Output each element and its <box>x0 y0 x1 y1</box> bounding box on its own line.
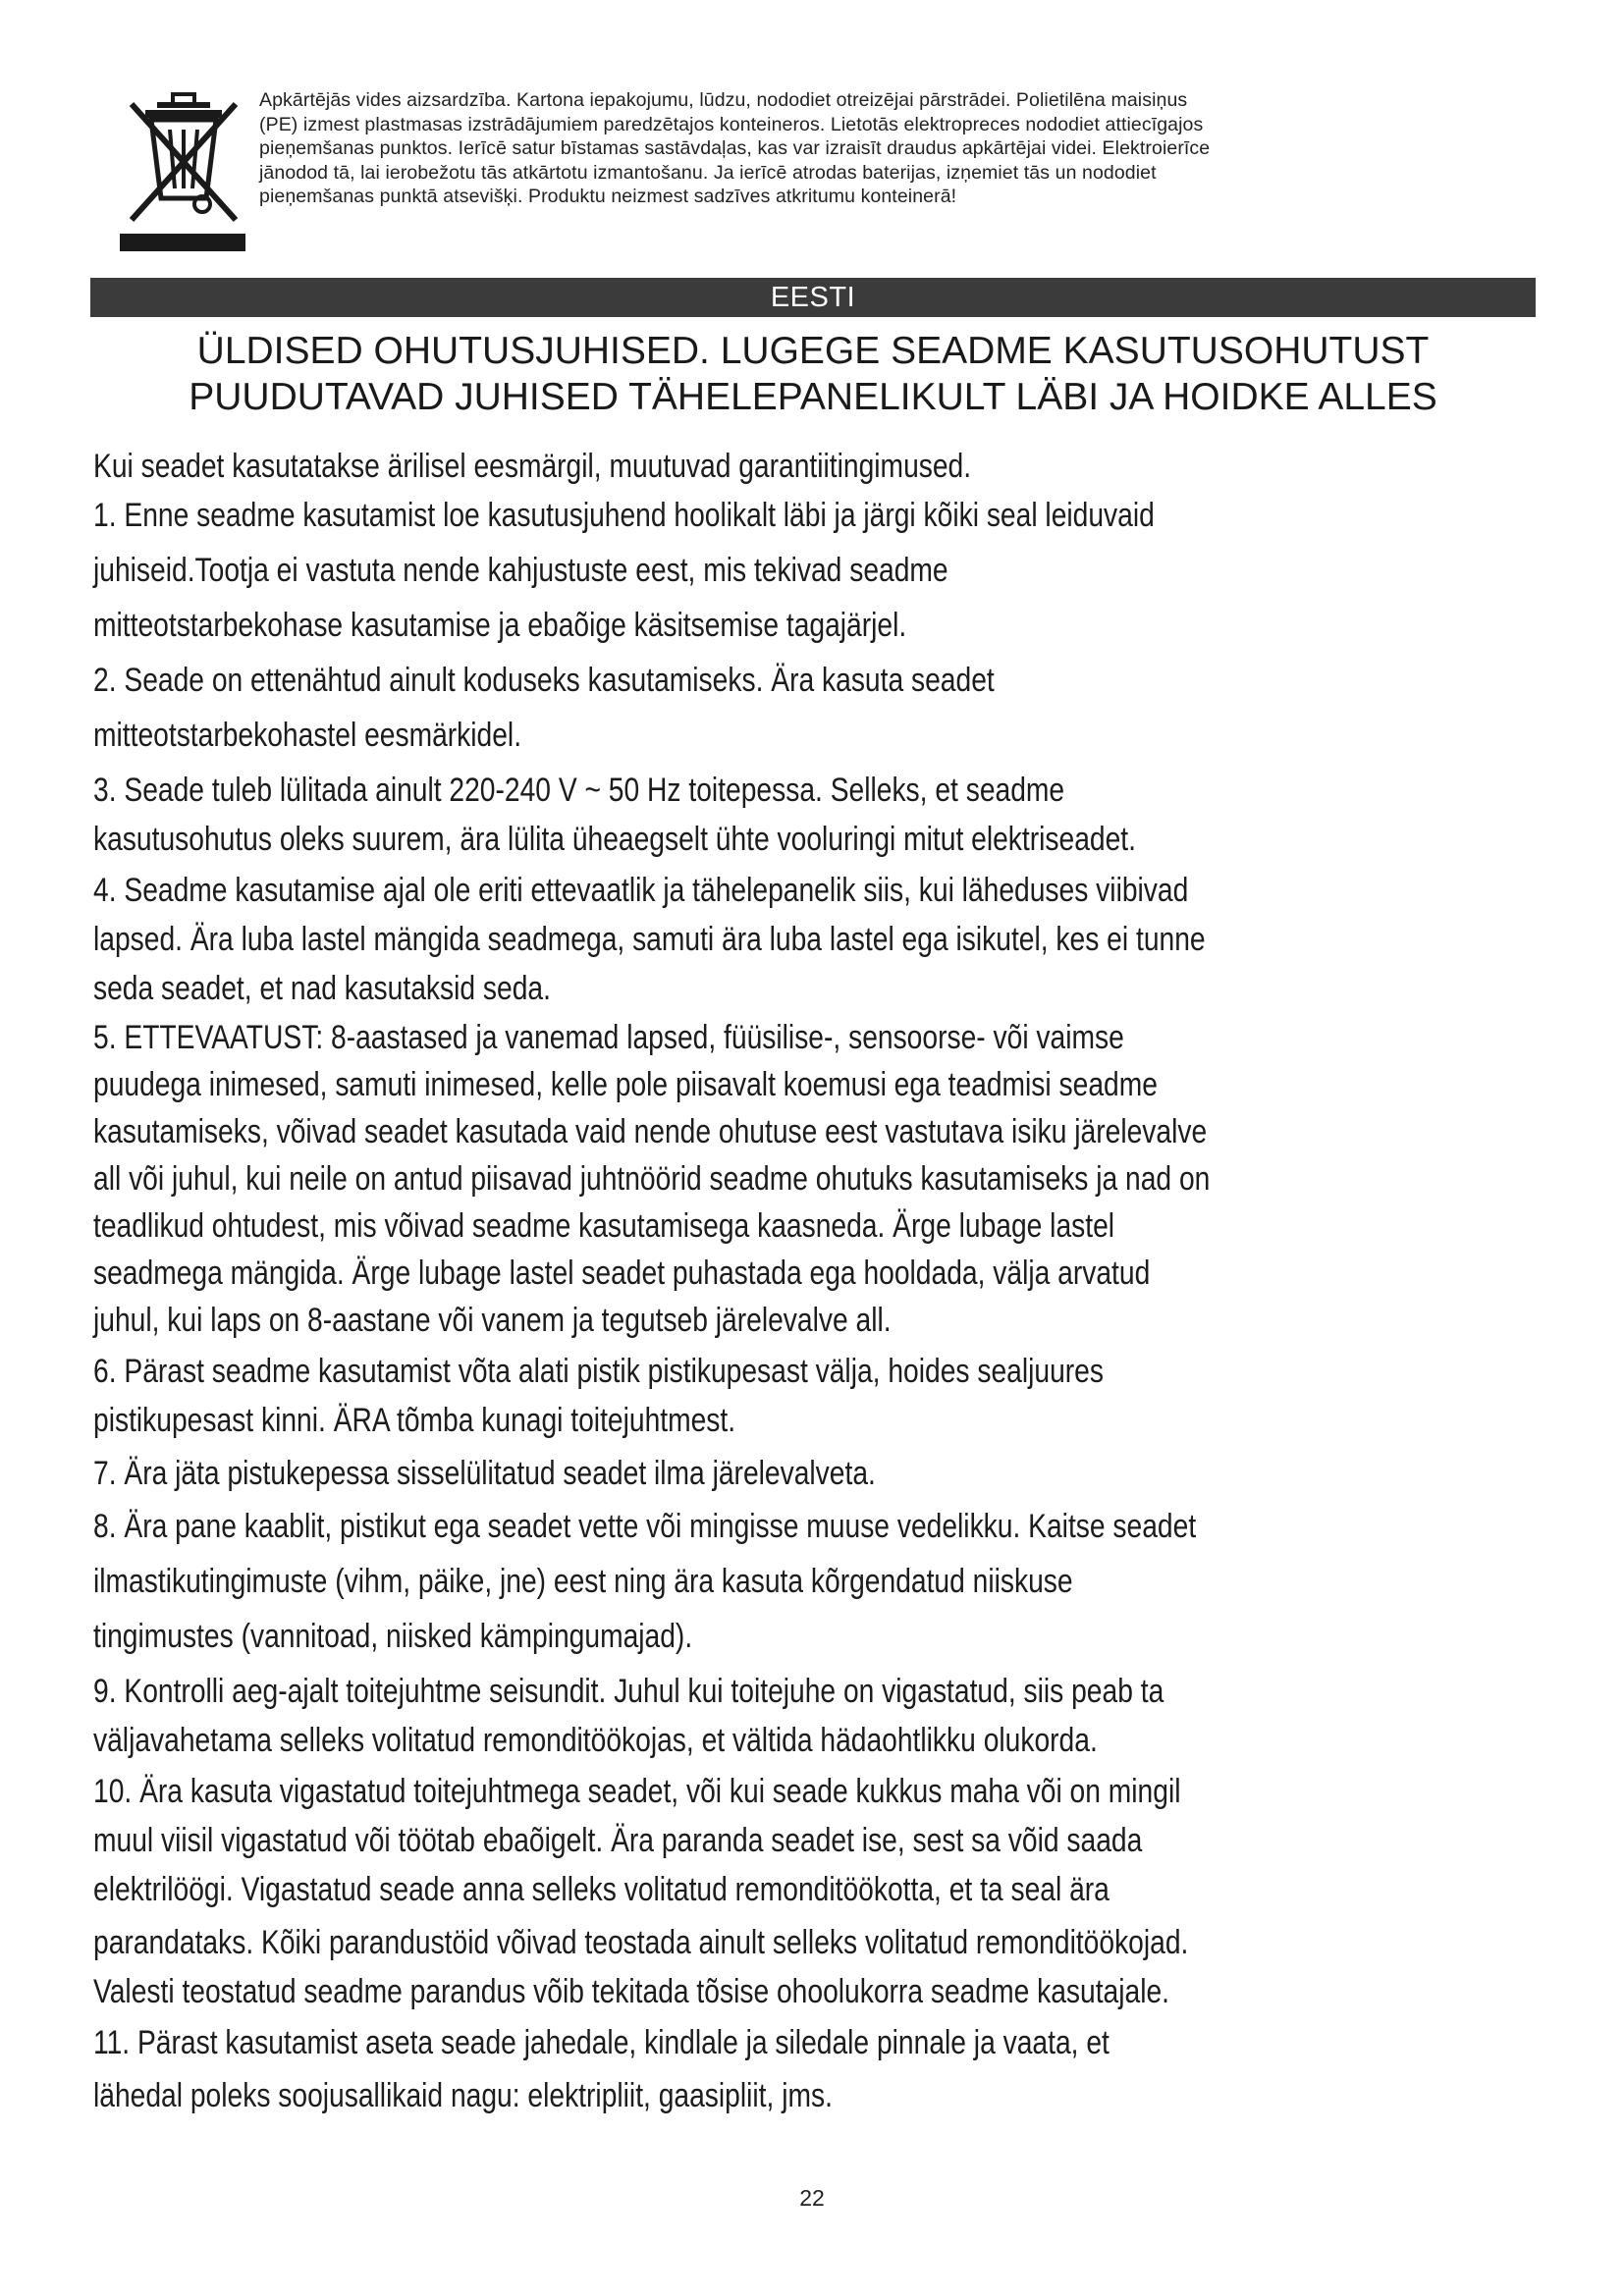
body-line: 7. Ära jäta pistukepessa sisselülitatud seadet ilma järelevalveta. <box>93 1455 876 1492</box>
safety-heading <box>90 328 1536 420</box>
recycling-text <box>259 88 1624 209</box>
body-line: 2. Seade on ettenähtud ainult koduseks kasutamiseks. Ära kasuta seadet <box>93 662 995 699</box>
body-line: lähedal poleks soojusallikaid nagu: elektripliit, gaasipliit, jms. <box>93 2077 833 2114</box>
body-line: 3. Seade tuleb lülitada ainult 220-240 V ~ 50 Hz toitepessa. Selleks, et seadme <box>93 772 1065 809</box>
body-line: 4. Seadme kasutamise ajal ole eriti ettevaatlik ja tähelepanelik siis, kui läheduses viibivad <box>93 872 1189 909</box>
body-line: 6. Pärast seadme kasutamist võta alati pistik pistikupesast välja, hoides sealjuures <box>93 1353 1104 1390</box>
recycling-line: (PE) izmest plastmasas izstrādājumiem paredzētajos konteineros. Lietotās elektropreces nododiet attiecīgajos <box>259 113 1204 135</box>
recycling-line: Apkārtējās vides aizsardzība. Kartona iepakojumu, lūdzu, nododiet otreizējai pārstrādei. Polietilēna maisiņus <box>259 89 1188 111</box>
page-number: 22 <box>799 2185 825 2211</box>
body-line: Kui seadet kasutatakse ärilisel eesmärgil, muutuvad garantiitingimused. <box>93 448 972 485</box>
recycling-line: jānodod tā, lai ierobežotu tās atkārtotu izmantošanu. Ja ierīcē atrodas baterijas, izņemiet tās un nododiet <box>259 161 1157 184</box>
body-line: 5. ETTEVAATUST: 8-aastased ja vanemad lapsed, füüsilise-, sensoorse- või vaimse <box>93 1019 1124 1056</box>
body-line: juhul, kui laps on 8-aastane või vanem ja tegutseb järelevalve all. <box>93 1302 892 1339</box>
body-line: ilmastikutingimuste (vihm, päike, jne) eest ning ära kasuta kõrgendatud niiskuse <box>93 1563 1073 1600</box>
recycling-line: pieņemšanas punktā atsevišķi. Produktu neizmest sadzīves atkritumu konteinerā! <box>259 186 957 208</box>
body-line: väljavahetama selleks volitatud remonditöökojas, et vältida hädaohtlikku olukorda. <box>93 1722 1098 1759</box>
body-line: 11. Pärast kasutamist aseta seade jahedale, kindlale ja siledale pinnale ja vaata, et <box>93 2024 1110 2061</box>
body-line: lapsed. Ära luba lastel mängida seadmega, samuti ära luba lastel ega isikutel, kes ei tunne <box>93 921 1206 958</box>
body-line: tingimustes (vannitoad, niisked kämpingumajad). <box>93 1618 693 1655</box>
crossed-out-wheelie-bin-icon <box>116 90 249 253</box>
body-line: puudega inimesed, samuti inimesed, kelle pole piisavalt koemusi ega teadmisi seadme <box>93 1066 1158 1103</box>
body-line: 9. Kontrolli aeg-ajalt toitejuhtme seisundit. Juhul kui toitejuhe on vigastatud, siis peab ta <box>93 1673 1164 1710</box>
body-line: mitteotstarbekohase kasutamise ja ebaõige käsitsemise tagajärjel. <box>93 607 907 644</box>
body-line: 1. Enne seadme kasutamist loe kasutusjuhend hoolikalt läbi ja järgi kõiki seal leiduvaid <box>93 497 1155 534</box>
body-line: kasutusohutus oleks suurem, ära lülita üheaegselt ühte vooluringi mitut elektriseadet. <box>93 821 1136 858</box>
body-line: 8. Ära pane kaablit, pistikut ega seadet vette või mingisse muuse vedelikku. Kaitse seadet <box>93 1508 1197 1545</box>
body-line: Valesti teostatud seadme parandus võib tekitada tõsise ohoolukorra seadme kasutajale. <box>93 1973 1170 2010</box>
body-line: parandataks. Kõiki parandustöid võivad teostada ainult selleks volitatud remonditöökojad. <box>93 1924 1189 1961</box>
body-line: elektrilöögi. Vigastatud seade anna selleks volitatud remonditöökotta, et ta seal ära <box>93 1871 1110 1908</box>
heading-line: PUUDUTAVAD JUHISED TÄHELEPANELIKULT LÄBI JA HOIDKE ALLES <box>189 376 1437 418</box>
recycling-line: pieņemšanas punktos. Ierīcē satur bīstamas sastāvdaļas, kas var izraisīt draudus apkārtējai videi. Elektroierīce <box>259 137 1211 160</box>
recycling-notice <box>116 88 1530 255</box>
body-line: teadlikud ohtudest, mis võivad seadme kasutamisega kaasneda. Ärge lubage lastel <box>93 1207 1115 1245</box>
body-line: muul viisil vigastatud või töötab ebaõigelt. Ära paranda seadet ise, sest sa võid saada <box>93 1822 1143 1859</box>
body-line: 10. Ära kasuta vigastatud toitejuhtmega seadet, või kui seade kukkus maha või on mingil <box>93 1773 1181 1810</box>
body-line: pistikupesast kinni. ÄRA tõmba kunagi toitejuhtmest. <box>93 1402 736 1439</box>
body-line: juhiseid.Tootja ei vastuta nende kahjustuste eest, mis tekivad seadme <box>93 552 948 589</box>
body-line: seadmega mängida. Ärge lubage lastel seadet puhastada ega hooldada, välja arvatud <box>93 1255 1151 1292</box>
body-line: seda seadet, et nad kasutaksid seda. <box>93 970 551 1007</box>
body-line: kasutamiseks, võivad seadet kasutada vaid nende ohutuse eest vastutava isiku järelevalve <box>93 1113 1208 1150</box>
body-line: mitteotstarbekohastel eesmärkidel. <box>93 717 522 754</box>
heading-line: ÜLDISED OHUTUSJUHISED. LUGEGE SEADME KASUTUSOHUTUST <box>196 330 1430 372</box>
body-line: all või juhul, kui neile on antud piisavad juhtnöörid seadme ohutuks kasutamiseks ja nad on <box>93 1160 1211 1198</box>
language-section-bar: EESTI <box>90 278 1536 317</box>
